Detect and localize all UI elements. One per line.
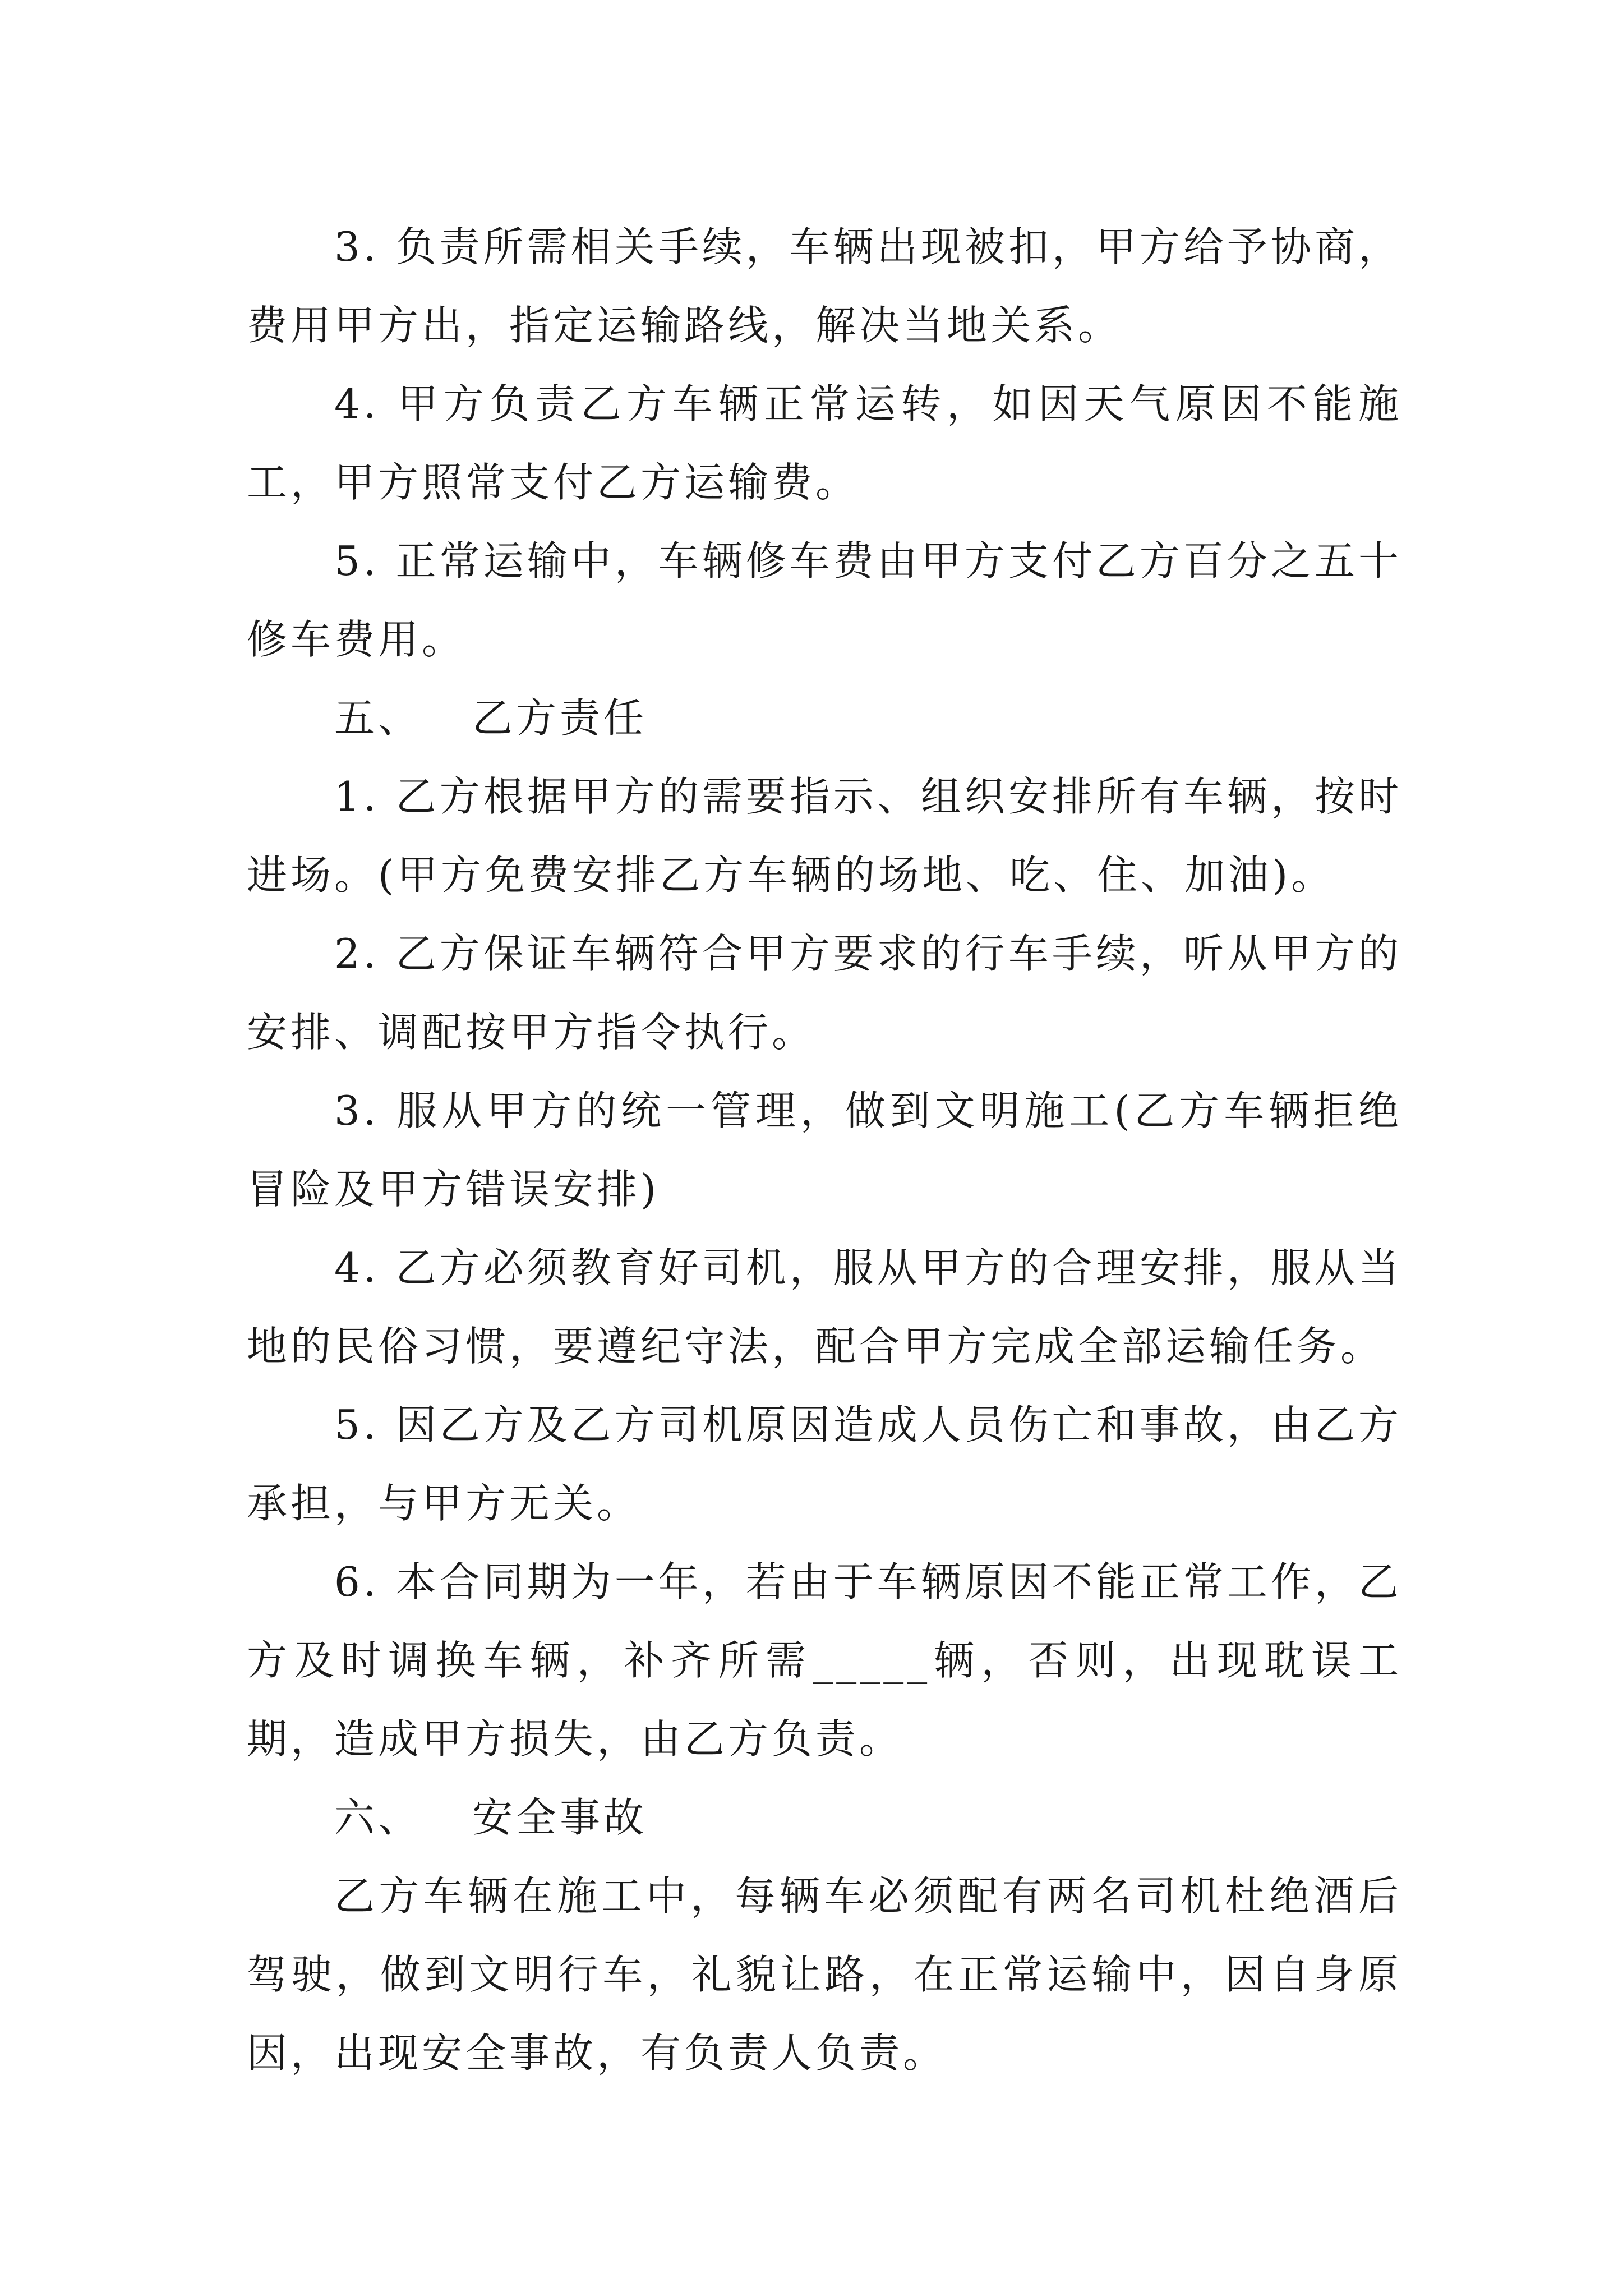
paragraph-5-2: 2. 乙方保证车辆符合甲方要求的行车手续，听从甲方的安排、调配按甲方指令执行。 [247, 930, 1402, 1056]
paragraph-6-body: 乙方车辆在施工中，每辆车必须配有两名司机杜绝酒后驾驶，做到文明行车，礼貌让路，在正常运输中，因自身原因，出现安全事故，有负责人负责。 [247, 1872, 1402, 2077]
document-body [247, 208, 1402, 2092]
paragraph-4-3: 3. 负责所需相关手续，车辆出现被扣，甲方给予协商，费用甲方出，指定运输路线，解决当地关系。 [247, 223, 1402, 349]
paragraph-5-6: 6. 本合同期为一年，若由于车辆原因不能正常工作，乙方及时调换车辆，补齐所需_____辆，否则，出现耽误工期，造成甲方损失，由乙方负责。 [247, 1558, 1402, 1763]
paragraph-4-4: 4. 甲方负责乙方车辆正常运转，如因天气原因不能施工，甲方照常支付乙方运输费。 [247, 380, 1402, 506]
section-5-number: 五、 [334, 694, 422, 742]
section-5-heading [247, 679, 1402, 757]
paragraph-5-3: 3. 服从甲方的统一管理，做到文明施工(乙方车辆拒绝冒险及甲方错误安排) [247, 1087, 1402, 1213]
section-6-number: 六、 [334, 1794, 422, 1841]
section-6-title: 安全事故 [472, 1794, 648, 1841]
section-6-heading [247, 1778, 1402, 1857]
paragraph-5-4: 4. 乙方必须教育好司机，服从甲方的合理安排，服从当地的民俗习惯，要遵纪守法，配合甲方完成全部运输任务。 [247, 1244, 1402, 1370]
paragraph-5-5: 5. 因乙方及乙方司机原因造成人员伤亡和事故，由乙方承担，与甲方无关。 [247, 1401, 1402, 1527]
paragraph-4-5: 5. 正常运输中，车辆修车费由甲方支付乙方百分之五十修车费用。 [247, 537, 1402, 663]
paragraph-5-1: 1. 乙方根据甲方的需要指示、组织安排所有车辆，按时进场。(甲方免费安排乙方车辆的场地、吃、住、加油)。 [247, 773, 1402, 899]
section-5-title: 乙方责任 [472, 694, 648, 742]
